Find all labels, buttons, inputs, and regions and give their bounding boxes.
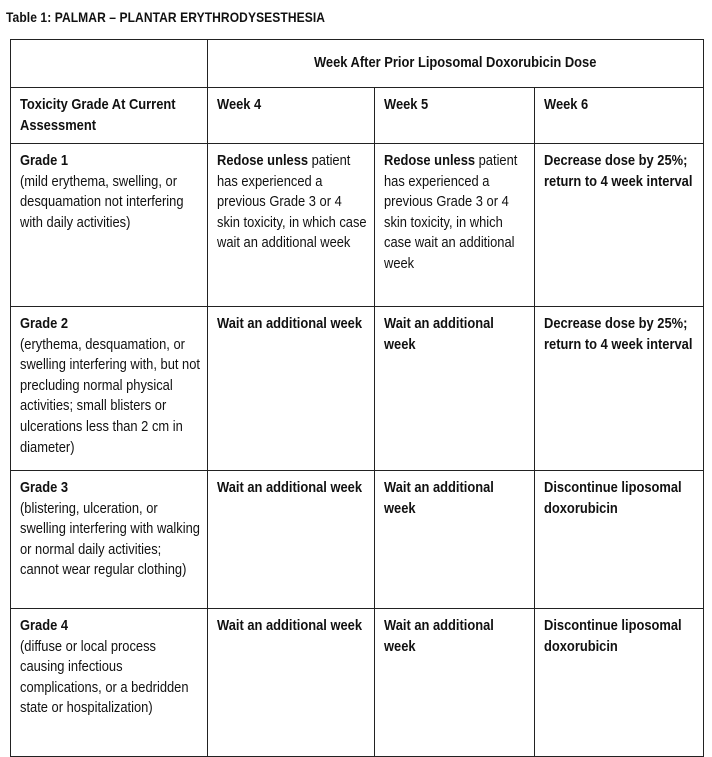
week6-action: Decrease dose by 25%; return to 4 week interval: [544, 152, 693, 190]
grade-description: (diffuse or local process causing infectious complications, or a bedridden state or hospitalization): [20, 637, 189, 717]
table-row-grade-3: [11, 471, 704, 609]
grade-label: Grade 2: [20, 315, 69, 332]
grade-cell: [11, 471, 208, 609]
week4-cell: [208, 144, 375, 307]
week6-cell: [535, 471, 704, 609]
grade-label: Grade 3: [20, 479, 69, 496]
grade-description: (blistering, ulceration, or swelling interfering with walking or normal daily activities; cannot wear regular clothing): [20, 499, 200, 579]
week5-action-text: patient has experienced a previous Grade 3 or 4 skin toxicity, in which case wait an additional week: [384, 152, 518, 272]
header-col-week4: Week 4: [208, 88, 375, 144]
week4-cell: [208, 609, 375, 757]
week5-cell: [375, 307, 535, 471]
grade-description: (mild erythema, swelling, or desquamation not interfering with daily activities): [20, 172, 184, 231]
week5-cell: [375, 144, 535, 307]
week4-action-bold: Redose unless: [217, 152, 309, 169]
week6-action: Decrease dose by 25%; return to 4 week interval: [544, 315, 693, 353]
week4-action: Wait an additional week: [217, 479, 363, 496]
week6-cell: [535, 609, 704, 757]
week4-cell: [208, 307, 375, 471]
week5-action: Wait an additional week: [384, 315, 494, 353]
toxicity-table: [10, 39, 704, 757]
table-row-grade-1: [11, 144, 704, 307]
week6-cell: [535, 307, 704, 471]
week5-action: Wait an additional week: [384, 479, 494, 517]
header-span-cell: [208, 40, 704, 88]
week4-action: Wait an additional week: [217, 315, 363, 332]
header-col-week6: Week 6: [535, 88, 704, 144]
grade-label: Grade 4: [20, 617, 69, 634]
week6-action: Discontinue liposomal doxorubicin: [544, 617, 682, 655]
table-row-grade-2: [11, 307, 704, 471]
table-caption: Table 1: PALMAR – PLANTAR ERYTHRODYSESTHESIA: [6, 9, 326, 25]
week5-action: Wait an additional week: [384, 617, 494, 655]
header-empty-cell: [11, 40, 208, 88]
header-col-toxicity-grade: Toxicity Grade At Current Assessment: [11, 88, 208, 144]
header-col-week5: Week 5: [375, 88, 535, 144]
grade-cell: [11, 144, 208, 307]
week4-action: Wait an additional week: [217, 617, 363, 634]
week4-cell: [208, 471, 375, 609]
grade-label: Grade 1: [20, 152, 69, 169]
grade-description: (erythema, desquamation, or swelling interfering with, but not precluding normal physical activities; small blisters or ulcerations less than 2 cm in diameter): [20, 335, 200, 456]
week5-cell: [375, 609, 535, 757]
table-row-grade-4: [11, 609, 704, 757]
grade-cell: [11, 609, 208, 757]
week6-action: Discontinue liposomal doxorubicin: [544, 479, 682, 517]
grade-cell: [11, 307, 208, 471]
week5-action-bold: Redose unless: [384, 152, 476, 169]
week6-cell: [535, 144, 704, 307]
header-span-title: Week After Prior Liposomal Doxorubicin Dose: [314, 54, 597, 72]
table-header-row-top: [11, 40, 704, 88]
week4-action-text: patient has experienced a previous Grade 3 or 4 skin toxicity, in which case wait an additional week: [217, 152, 367, 252]
week5-cell: [375, 471, 535, 609]
table-header-row: [11, 88, 704, 144]
